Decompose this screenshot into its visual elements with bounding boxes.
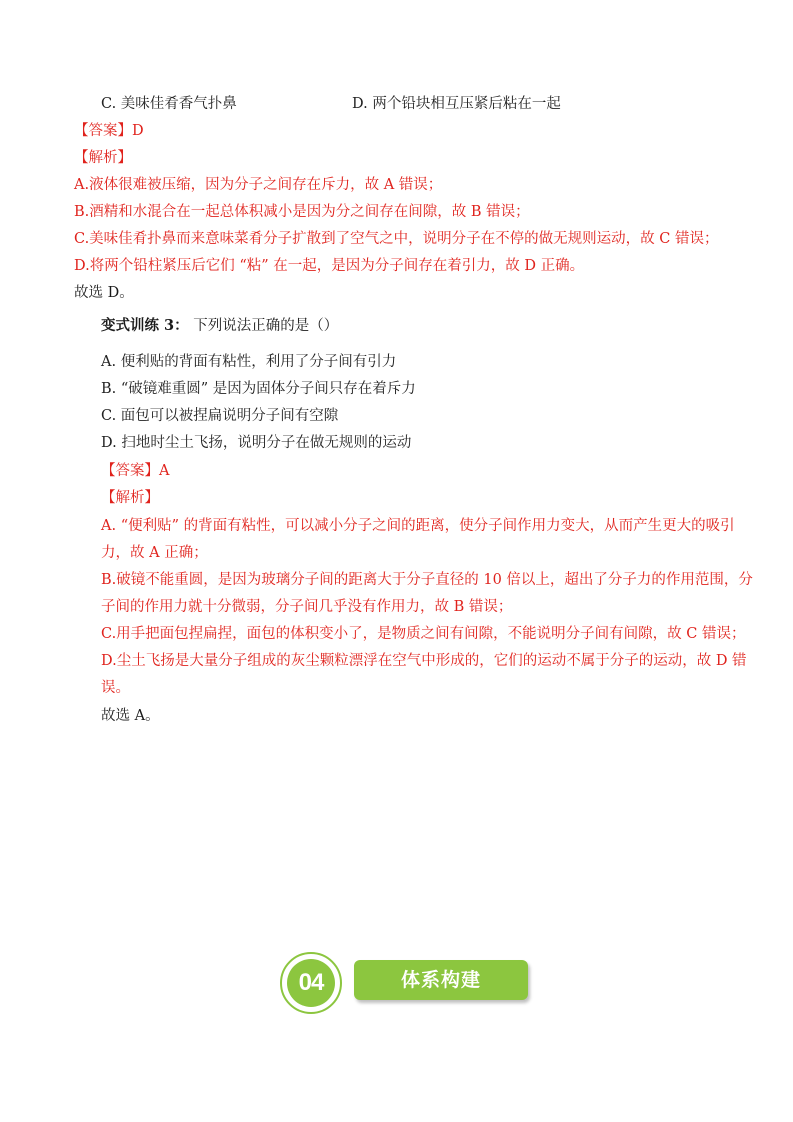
option-item: D. 扫地时尘土飞扬，说明分子在做无规则的运动 — [101, 435, 412, 451]
question-header — [101, 316, 338, 336]
question-title: 变式训练 3： — [101, 317, 189, 334]
analysis-label: 【解析】 — [101, 490, 159, 506]
analysis-label: 【解析】 — [74, 150, 132, 166]
analysis-line: A.液体很难被压缩，因为分子之间存在斥力，故 A 错误； — [74, 177, 443, 193]
section-title: 体系构建 — [354, 960, 528, 1000]
answer-label: 【答案】A — [101, 463, 170, 479]
analysis-line: 误。 — [101, 680, 130, 696]
analysis-line: B.酒精和水混合在一起总体积减小是因为分之间存在间隙，故 B 错误； — [74, 204, 530, 220]
analysis-line: C.用手把面包捏扁捏，面包的体积变小了，是物质之间有间隙，不能说明分子间有间隙，故 C 错误； — [101, 626, 746, 642]
analysis-line: D.尘土飞扬是大量分子组成的灰尘颗粒漂浮在空气中形成的，它们的运动不属于分子的运动，故 D 错 — [101, 653, 747, 669]
option-item: C. 面包可以被捏扁说明分子间有空隙 — [101, 408, 339, 424]
conclusion: 故选 D。 — [74, 285, 134, 301]
answer-label: 【答案】D — [74, 123, 144, 139]
analysis-line: C.美味佳肴扑鼻而来意味菜肴分子扩散到了空气之中，说明分子在不停的做无规则运动，故 C 错误； — [74, 231, 719, 247]
conclusion: 故选 A。 — [101, 708, 160, 724]
option-c: C. 美味佳肴香气扑鼻 — [101, 96, 237, 112]
section-number-circle — [280, 952, 342, 1014]
option-item: B. “破镜难重圆” 是因为固体分子间只存在着斥力 — [101, 381, 416, 397]
analysis-line: D.将两个铅柱紧压后它们 “粘” 在一起，是因为分子间存在着引力，故 D 正确。 — [74, 258, 585, 274]
analysis-line: 子间的作用力就十分微弱，分子间几乎没有作用力，故 B 错误； — [101, 599, 513, 615]
option-item: A. 便利贴的背面有粘性，利用了分子间有引力 — [101, 354, 397, 370]
section-badge — [280, 952, 540, 1014]
analysis-line: B.破镜不能重圆，是因为玻璃分子间的距离大于分子直径的 10 倍以上，超出了分子力的作用范围，分 — [101, 572, 753, 588]
section-number: 04 — [287, 959, 335, 1007]
option-d: D. 两个铅块相互压紧后粘在一起 — [352, 96, 561, 112]
analysis-line: 力，故 A 正确； — [101, 545, 208, 561]
analysis-line: A. “便利贴” 的背面有粘性，可以减小分子之间的距离，使分子间作用力变大，从而产生更大的吸引 — [101, 518, 735, 534]
question-text: 下列说法正确的是（） — [193, 318, 339, 334]
